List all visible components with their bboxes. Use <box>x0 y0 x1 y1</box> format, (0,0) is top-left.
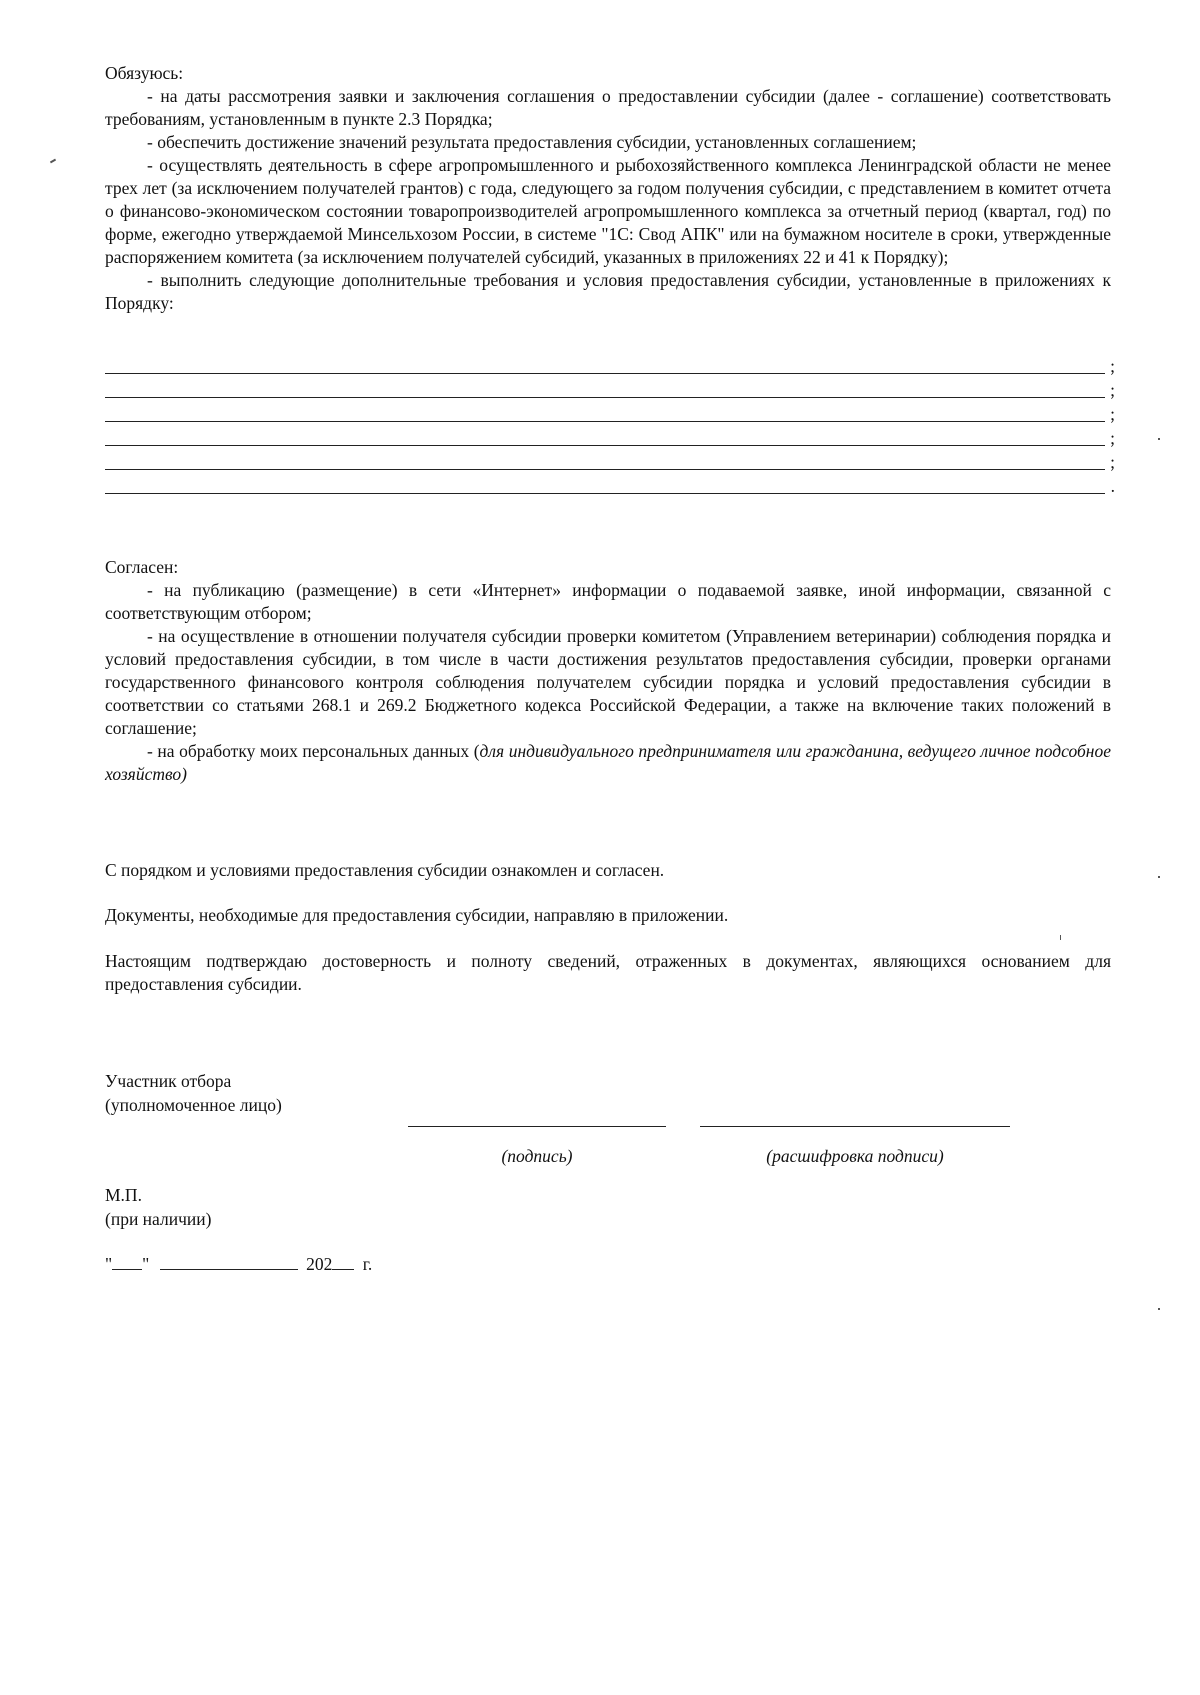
scan-speck <box>50 159 56 164</box>
seal-note: (при наличии) <box>105 1209 212 1229</box>
scan-speck <box>1060 935 1061 940</box>
blank-fill-line[interactable] <box>105 426 1115 450</box>
statement-acquainted: С порядком и условиями предоставления субсидии ознакомлен и согласен. <box>105 860 665 880</box>
participant-label: Участник отбора <box>105 1071 232 1091</box>
date-open-quote: " <box>105 1254 113 1274</box>
blank-fill-line[interactable] <box>105 450 1115 474</box>
scan-speck <box>1158 1308 1160 1310</box>
consent-section <box>105 556 1111 786</box>
signature-decode-caption: (расшифровка подписи) <box>766 1146 944 1166</box>
blank-fill-line[interactable] <box>105 378 1115 402</box>
day-blank[interactable] <box>112 1253 142 1270</box>
obligation-item: - обеспечить достижение значений результата предоставления субсидии, установленных соглашением; <box>147 132 917 152</box>
year-suffix: г. <box>362 1254 373 1274</box>
year-prefix: 202 <box>306 1254 333 1274</box>
obligation-item: - на даты рассмотрения заявки и заключения соглашения о предоставлении субсидии (далее - соглашение) соответствовать требованиям, установленным в пункте 2.3 Порядка; <box>105 86 1111 129</box>
consent-item-personal-data <box>105 740 1111 786</box>
scan-speck <box>1158 876 1160 878</box>
obligations-heading: Обязуюсь: <box>105 63 184 83</box>
blank-fill-line[interactable] <box>105 474 1115 498</box>
obligation-item: - осуществлять деятельность в сфере агропромышленного и рыбохозяйственного комплекса Ленинградской области не менее трех лет (за исключением получателей грантов) с года, следующего за годом получения субсидии, с представлением в комитет отчета о финансово-экономическом состоянии товаропроизводителей агропромышленного комплекса за отчетный период (квартал, год) по форме, ежегодно утверждаемой Минсельхозом России, в системе "1С: Свод АПК" или на бумажном носителе в сроки, утвержденные распоряжением комитета (за исключением получателей субсидий, указанных в приложениях 22 и 41 к Порядку); <box>105 155 1111 267</box>
consent-personal-data-note: для индивидуального предпринимателя или гражданина, ведущего личное подсобное хозяйство) <box>105 741 1112 784</box>
additional-requirements-blank-lines <box>105 354 1115 498</box>
signature-line[interactable] <box>408 1125 666 1127</box>
consent-personal-data-prefix: - на обработку моих персональных данных ( <box>147 741 480 761</box>
date-close-quote: " <box>142 1254 150 1274</box>
line-ending: ; <box>1110 428 1115 448</box>
statement-confirmation: Настоящим подтверждаю достоверность и полноту сведений, отраженных в документах, являющихся основанием для предоставления субсидии. <box>105 951 1111 994</box>
date-line <box>105 1253 372 1276</box>
line-ending: ; <box>1110 404 1115 424</box>
scan-speck <box>1158 438 1160 440</box>
authorized-person-label: (уполномоченное лицо) <box>105 1095 282 1115</box>
line-ending: ; <box>1110 452 1115 472</box>
statement-documents: Документы, необходимые для предоставления субсидии, направляю в приложении. <box>105 905 729 925</box>
signature-caption: (подпись) <box>501 1146 573 1166</box>
signature-decode-line[interactable] <box>700 1125 1010 1127</box>
line-ending: . <box>1110 476 1115 496</box>
line-ending: ; <box>1110 356 1115 376</box>
consent-heading: Согласен: <box>105 557 179 577</box>
year-blank[interactable] <box>332 1253 354 1270</box>
obligations-section <box>105 62 1111 315</box>
consent-item: - на осуществление в отношении получателя субсидии проверки комитетом (Управлением ветеринарии) соблюдения порядка и условий предоставления субсидии, в том числе в части достижения результатов предоставления субсидии, проверки органами государственного финансового контроля соблюдения получателем субсидии порядка и условий предоставления субсидии в соответствии со статьями 268.1 и 269.2 Бюджетного кодекса Российской Федерации, а также на включение таких положений в соглашение; <box>105 626 1111 738</box>
seal-label: М.П. <box>105 1185 142 1205</box>
blank-fill-line[interactable] <box>105 354 1115 378</box>
blank-fill-line[interactable] <box>105 402 1115 426</box>
obligation-item: - выполнить следующие дополнительные требования и условия предоставления субсидии, установленные в приложениях к Порядку: <box>105 270 1111 313</box>
consent-item: - на публикацию (размещение) в сети «Интернет» информации о подаваемой заявке, иной информации, связанной с соответствующим отбором; <box>105 580 1111 623</box>
month-blank[interactable] <box>160 1253 298 1270</box>
line-ending: ; <box>1110 380 1115 400</box>
